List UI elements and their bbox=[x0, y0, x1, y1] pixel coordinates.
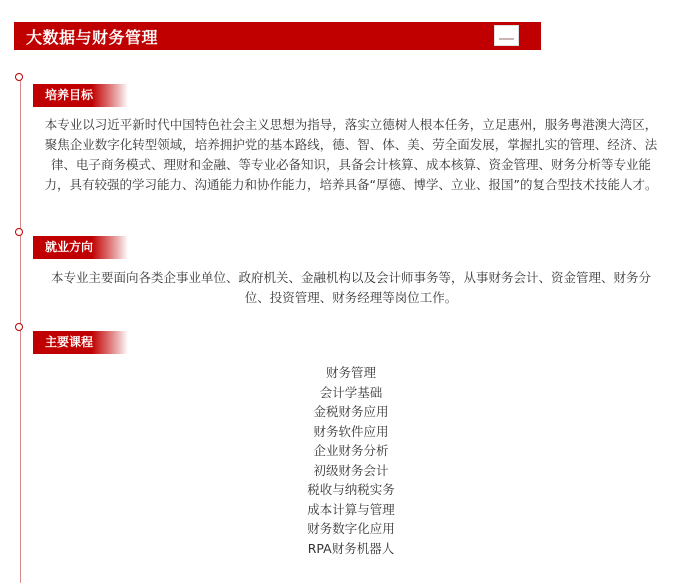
course-item: 税收与纳税实务 bbox=[307, 482, 395, 497]
course-item: 财务软件应用 bbox=[313, 423, 389, 439]
page-title: 大数据与财务管理 bbox=[26, 27, 159, 47]
course-item: 初级财务会计 bbox=[313, 462, 389, 478]
timeline-dot-icon bbox=[15, 228, 23, 236]
course-item: 财务数字化应用 bbox=[307, 521, 395, 536]
course-item: 财务管理 bbox=[325, 365, 376, 380]
timeline-dot-icon bbox=[15, 73, 23, 81]
goal-paragraph: 本专业以习近平新时代中国特色社会主义思想为指导，落实立德树人根本任务，立足惠州，服务粤港澳大湾区，聚焦企业数字化转型领域，培养拥护党的基本路线，德、智、体、美、劳全面发展，掌握扎实的管理、经济、法律、电子商务模式、理财和金融、等专业必备知识，具备会计核算、成本核算、资金管理、财务分析等专业能力，具有较强的学习能力、沟通能力和协作能力，培养具备“厚德、博学、立业、报国”的复合型技术技能人才。 bbox=[44, 117, 658, 192]
course-item: 会计学基础 bbox=[319, 384, 383, 400]
career-paragraph: 本专业主要面向各类企事业单位、政府机关、金融机构以及会计师事务等，从事财务会计、资金管理、财务分位、投资管理、财务经理等岗位工作。 bbox=[50, 270, 651, 305]
section-heading-goal: 培养目标 bbox=[33, 84, 128, 107]
course-list bbox=[40, 363, 662, 558]
course-item: RPA财务机器人 bbox=[307, 540, 395, 556]
course-item: 成本计算与管理 bbox=[307, 501, 395, 517]
section-heading-courses: 主要课程 bbox=[33, 331, 128, 354]
title-bar bbox=[14, 22, 541, 50]
timeline-dot-icon bbox=[15, 323, 23, 331]
logo-icon bbox=[494, 25, 519, 46]
section-heading-career: 就业方向 bbox=[33, 236, 128, 259]
course-item: 金税财务应用 bbox=[313, 404, 389, 419]
course-item: 企业财务分析 bbox=[313, 443, 389, 458]
